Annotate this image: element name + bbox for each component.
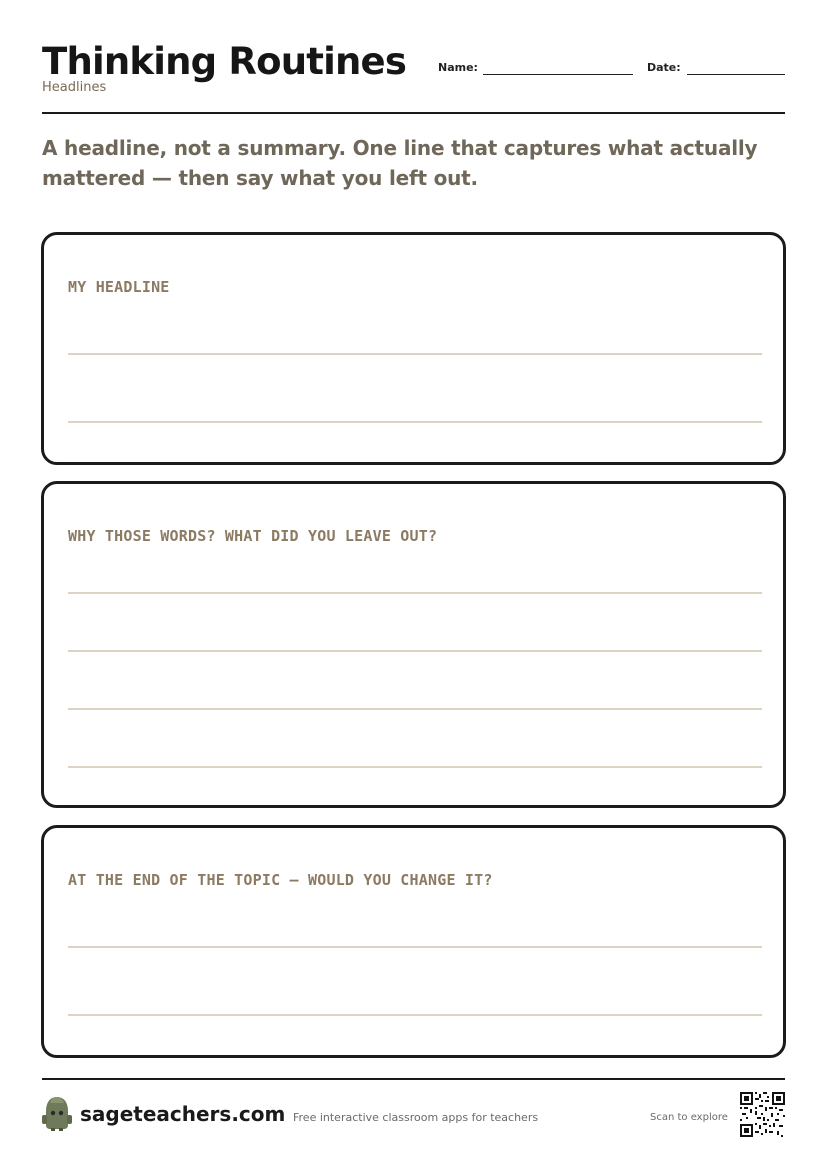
write-line[interactable] bbox=[68, 708, 762, 710]
section-label: AT THE END OF THE TOPIC — WOULD YOU CHANGE IT? bbox=[68, 871, 493, 889]
write-line[interactable] bbox=[68, 650, 762, 652]
change-it-box bbox=[41, 825, 786, 1058]
write-line[interactable] bbox=[68, 592, 762, 594]
site-name[interactable]: sageteachers.com bbox=[80, 1102, 286, 1126]
footer-divider bbox=[42, 1078, 785, 1080]
footer-tagline: Free interactive classroom apps for teachers bbox=[293, 1111, 539, 1124]
headline-box bbox=[41, 232, 786, 465]
sage-mascot-icon bbox=[42, 1095, 72, 1131]
page-title: Thinking Routines bbox=[42, 40, 407, 83]
date-label: Date: bbox=[647, 61, 681, 74]
date-field[interactable] bbox=[687, 74, 785, 75]
scan-label: Scan to explore bbox=[650, 1112, 728, 1123]
write-line[interactable] bbox=[68, 421, 762, 423]
header-divider bbox=[42, 112, 785, 114]
intro-text: A headline, not a summary. One line that captures what actually mattered — then say what you left out. bbox=[42, 136, 758, 190]
qr-code-icon[interactable] bbox=[740, 1092, 785, 1137]
section-label: WHY THOSE WORDS? WHAT DID YOU LEAVE OUT? bbox=[68, 527, 438, 545]
write-line[interactable] bbox=[68, 766, 762, 768]
section-label: MY HEADLINE bbox=[68, 278, 170, 296]
write-line[interactable] bbox=[68, 1014, 762, 1016]
name-field[interactable] bbox=[483, 74, 633, 75]
name-label: Name: bbox=[438, 61, 478, 74]
page-subtitle: Headlines bbox=[42, 80, 107, 95]
write-line[interactable] bbox=[68, 946, 762, 948]
write-line[interactable] bbox=[68, 353, 762, 355]
why-words-box bbox=[41, 481, 786, 808]
